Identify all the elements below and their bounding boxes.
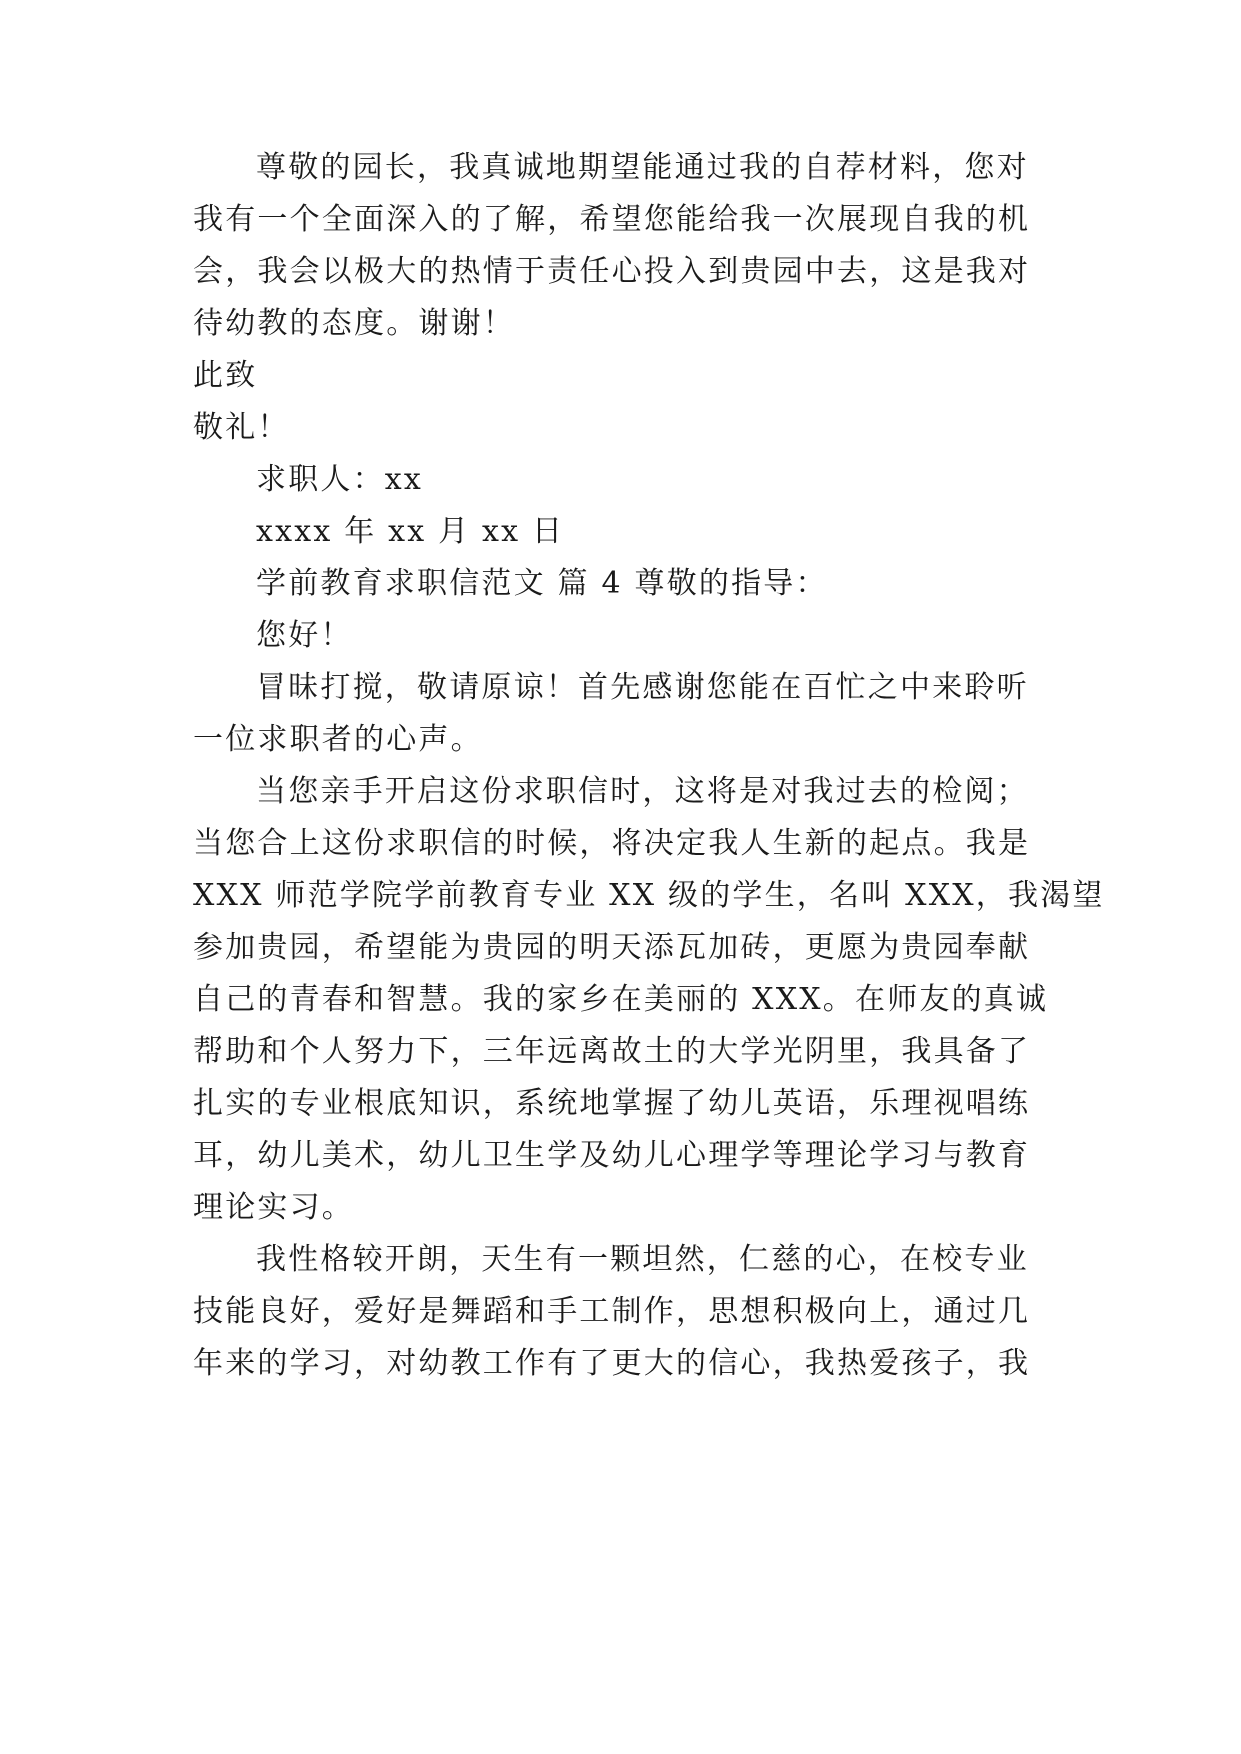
text-line: 此致	[193, 358, 258, 393]
greeting-line: 您好！	[256, 618, 353, 653]
text-line: 冒昧打搅，敬请原谅！首先感谢您能在百忙之中来聆听	[256, 670, 1029, 705]
text-line: 会，我会以极大的热情于责任心投入到贵园中去，这是我对	[193, 254, 1031, 289]
text-line: 待幼教的态度。谢谢！	[193, 306, 515, 341]
text-line: 扎实的专业根底知识，系统地掌握了幼儿英语，乐理视唱练	[193, 1086, 1031, 1121]
text-line: XXX 师范学院学前教育专业 XX 级的学生，名叫 XXX，我渴望	[193, 878, 1105, 913]
text-line: 参加贵园，希望能为贵园的明天添瓦加砖，更愿为贵园奉献	[193, 930, 1031, 965]
text-line: 当您亲手开启这份求职信时，这将是对我过去的检阅；	[256, 774, 1029, 809]
text-line: 一位求职者的心声。	[193, 722, 483, 757]
date-line: xxxx 年 xx 月 xx 日	[256, 514, 565, 549]
text-line: 理论实习。	[193, 1190, 354, 1225]
text-line: 年来的学习，对幼教工作有了更大的信心，我热爱孩子，我	[193, 1346, 1031, 1381]
text-line: 技能良好，爱好是舞蹈和手工制作，思想积极向上，通过几	[193, 1294, 1031, 1329]
text-line: 我性格较开朗，天生有一颗坦然，仁慈的心，在校专业	[256, 1242, 1029, 1277]
text-line: 我有一个全面深入的了解，希望您能给我一次展现自我的机	[193, 202, 1031, 237]
text-line: 尊敬的园长，我真诚地期望能通过我的自荐材料，您对	[256, 150, 1029, 185]
text-line: 敬礼！	[193, 410, 290, 445]
text-line: 当您合上这份求职信的时候，将决定我人生新的起点。我是	[193, 826, 1031, 861]
signature-line: 求职人：xx	[256, 462, 424, 497]
text-line: 帮助和个人努力下，三年远离故土的大学光阴里，我具备了	[193, 1034, 1031, 1069]
section-heading: 学前教育求职信范文 篇 4 尊敬的指导：	[256, 566, 828, 601]
text-line: 耳，幼儿美术，幼儿卫生学及幼儿心理学等理论学习与教育	[193, 1138, 1031, 1173]
text-line: 自己的青春和智慧。我的家乡在美丽的 XXX。在师友的真诚	[193, 982, 1049, 1017]
